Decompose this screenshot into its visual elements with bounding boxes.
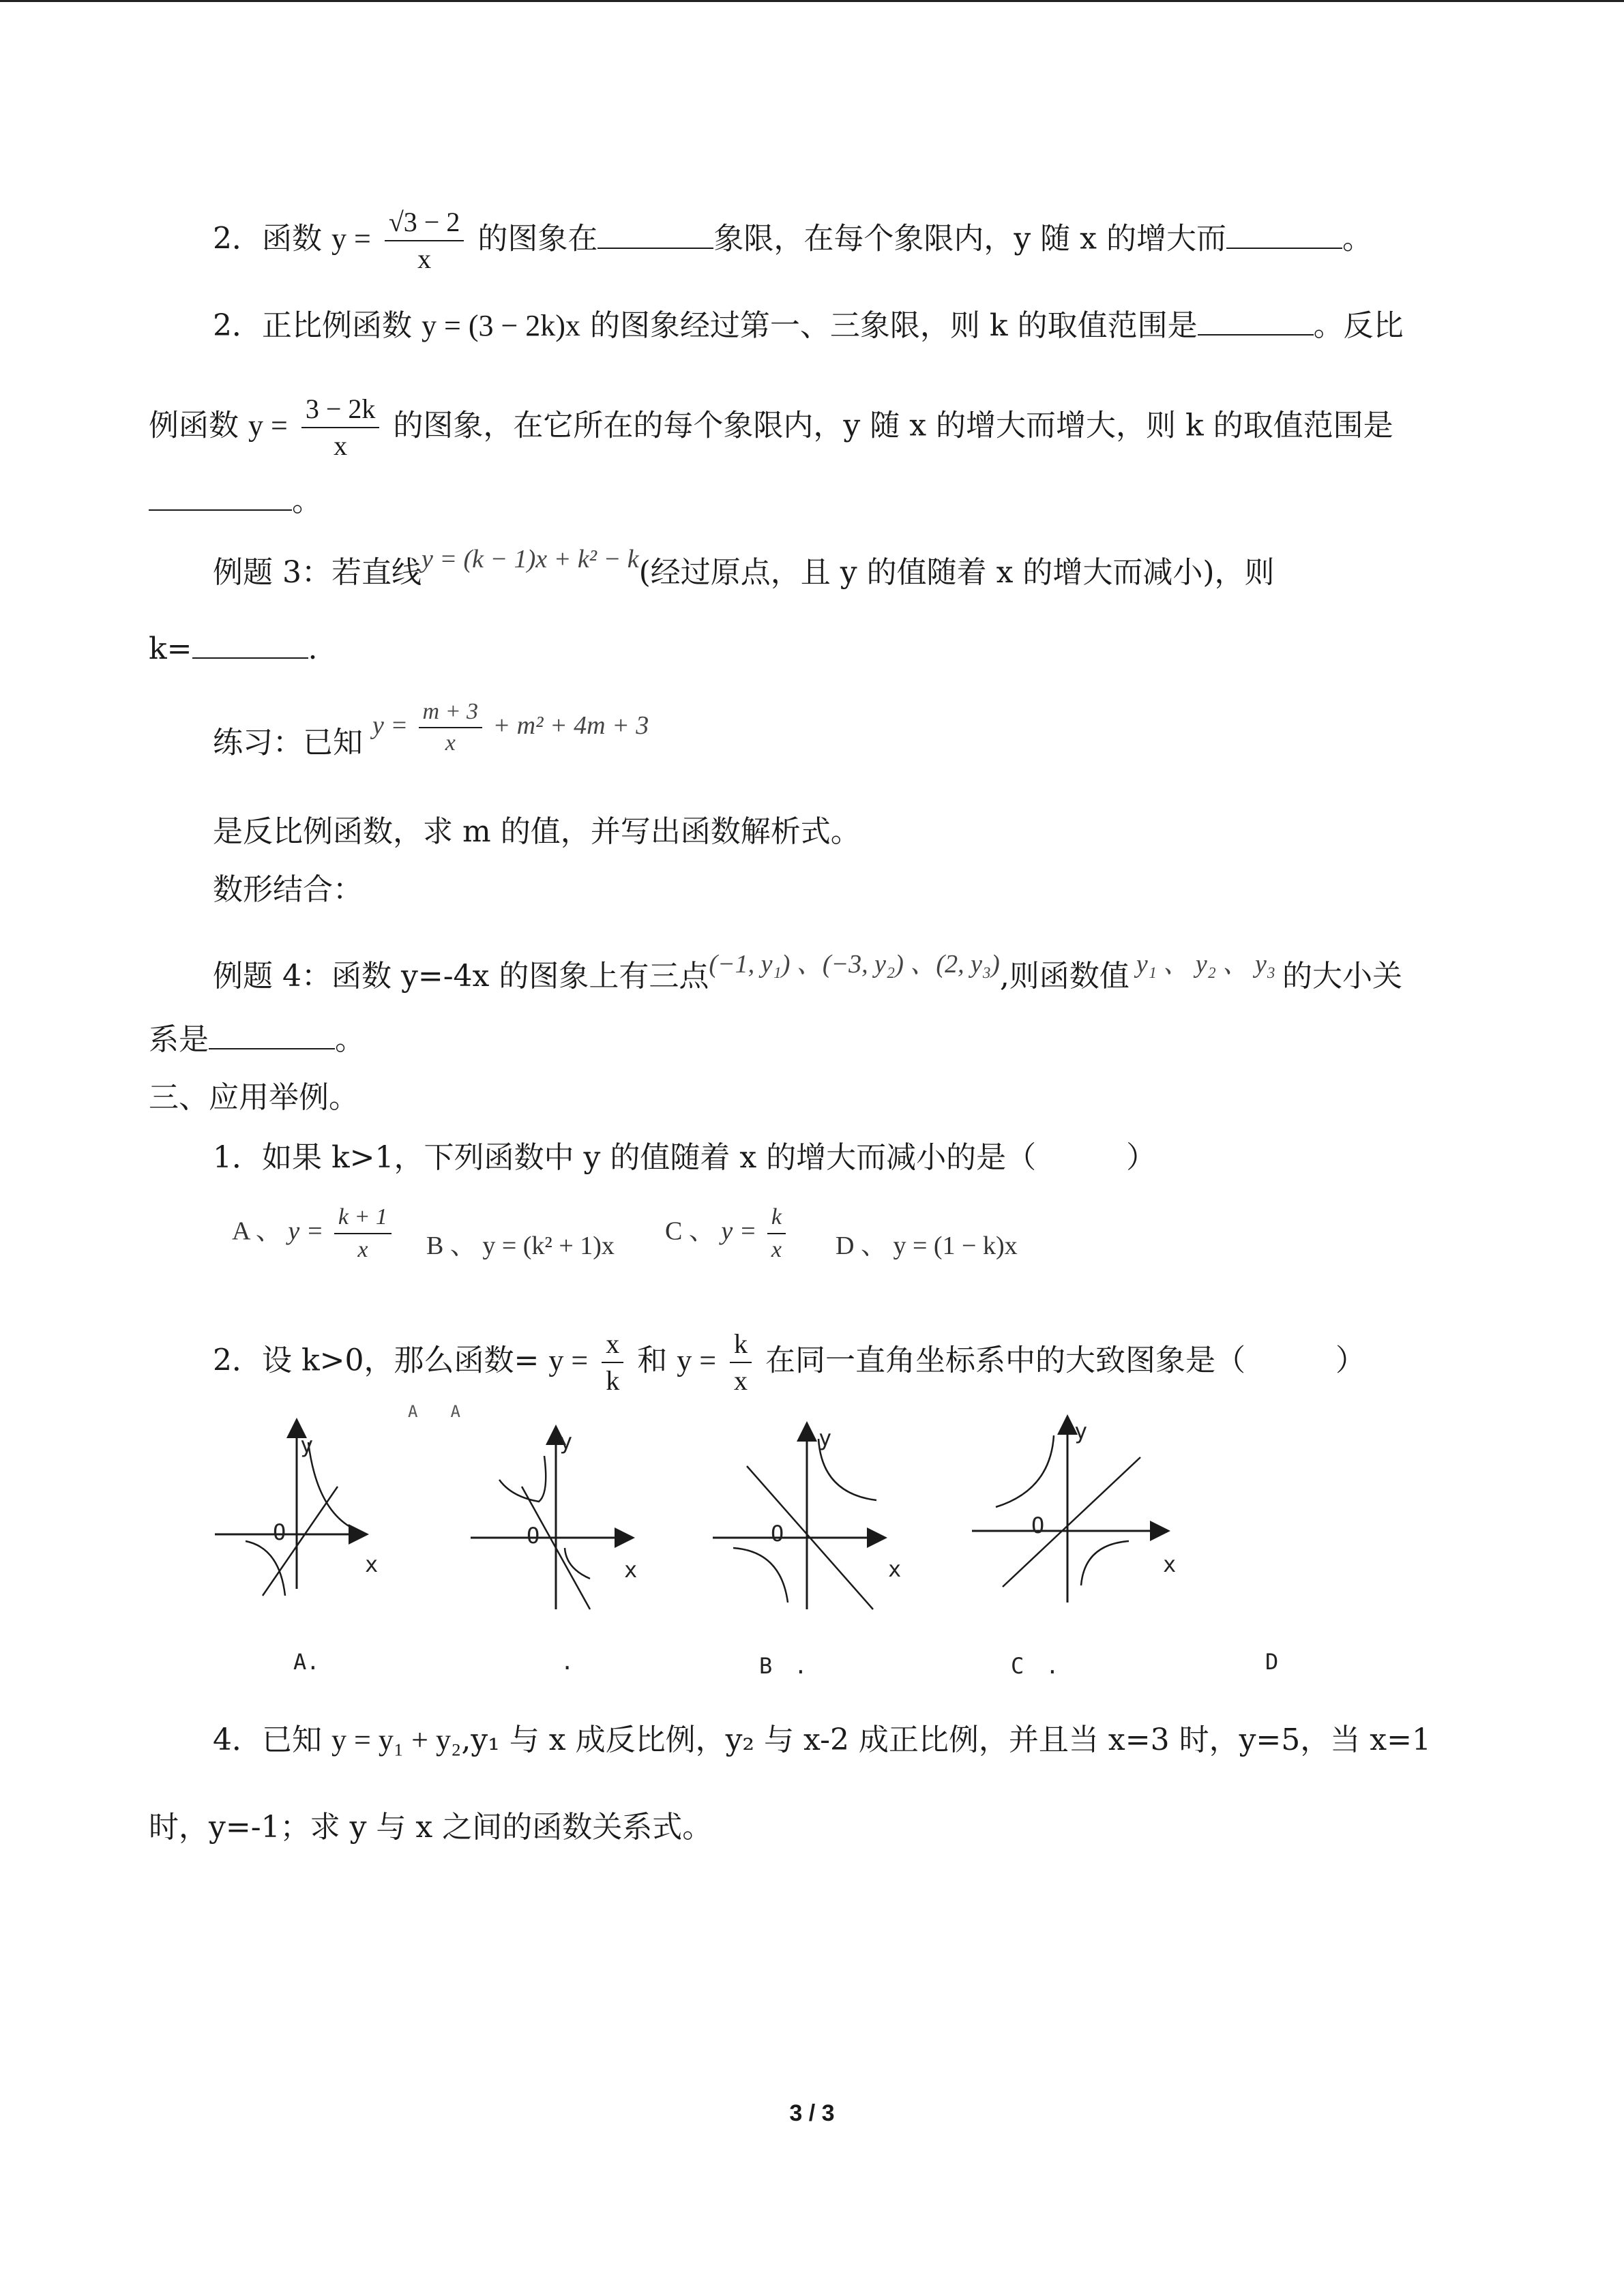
section-shape-number: 数形结合： [213, 872, 363, 907]
origin-label: O [273, 1519, 286, 1545]
practice-line-2: 是反比例函数，求 m 的值，并写出函数解析式。 [213, 814, 861, 849]
top-border [0, 0, 1624, 2]
q2-app-line: 2．设 k>0，那么函数= y = $\frac{x}{k}$ 和 y = $\frac{k}{x}$ 在同一直角坐标系中的大致图象是（ ） [213, 1326, 1365, 1399]
q4-equation: y = y₁ + y₂ [331, 1723, 462, 1757]
option-d[interactable]: D 、 y = (1 − k)x [836, 1232, 1018, 1260]
caption-dot: . [561, 1649, 574, 1675]
answer-blank[interactable] [597, 220, 713, 249]
example3-equation: y = (k − 1)x + k² − k [421, 545, 639, 573]
answer-blank[interactable] [149, 482, 292, 511]
q2-text: 2．函数 [213, 221, 322, 256]
fraction-k-over-x: $\frac{k}{x}$ [730, 1326, 752, 1399]
fraction-x-over-k: $\frac{x}{k}$ [602, 1326, 623, 1399]
q2b-line-2: 例函数 y = $\frac{3 - 2k}{x}$ 的图象，在它所在的每个象限内，y 随 x 的增大而增大，则 k 的取值范围是 [149, 391, 1393, 464]
practice-line: 练习：已知 y = $\frac{m + 3}{x}$ + m² + 4m + 3 [213, 716, 649, 777]
option-b[interactable]: B 、 y = (k² + 1)x [426, 1232, 615, 1260]
practice-equation: y = $\frac{m + 3}{x}$ + m² + 4m + 3 [372, 711, 649, 740]
stray-marks: A A [408, 1402, 460, 1421]
q4-line-2: 时，y=-1；求 y 与 x 之间的函数关系式。 [149, 1810, 713, 1845]
answer-blank[interactable] [192, 630, 308, 659]
answer-blank[interactable] [1198, 307, 1314, 336]
example3-line-2: k= . [149, 631, 318, 666]
q2b-equation: y = (3 − 2k)x [422, 309, 580, 342]
page-number: 3 / 3 [789, 2100, 835, 2126]
q2b-line: 2．正比例函数 y = (3 − 2k)x 的图象经过第一、三象限，则 k 的取值范围是 。反比 [213, 308, 1404, 343]
graph-c[interactable] [706, 1412, 904, 1616]
option-a[interactable]: A 、 y = $\frac{k + 1}{x}$ [232, 1202, 396, 1266]
q2b-fraction: $\frac{3 - 2k}{x}$ [301, 391, 380, 464]
option-c[interactable]: C 、 y = $\frac{k}{x}$ [665, 1202, 790, 1266]
axis-y-label: y [300, 1432, 314, 1458]
caption-d: D [1265, 1649, 1279, 1675]
q2-line: 2．函数 y = $\frac{√3 - 2}{x}$ 的图象在 象限，在每个象限内，y 随 x 的增大而 。 [213, 205, 1372, 277]
graph-d[interactable] [962, 1408, 1180, 1613]
example4-values: y₁ 、 y₂ 、 y₃ [1136, 950, 1276, 979]
caption-a: A. [293, 1649, 320, 1675]
q2-y: y = [331, 222, 371, 256]
example4-line: 例题 4：函数 y=-4x 的图象上有三点(−1, y₁) 、(−3, y₂) 、(2, y₃),则函数值 y₁ 、 y₂ 、 y₃ 的大小关 [213, 950, 1403, 994]
axis-x-label: x [365, 1551, 379, 1577]
q1-app-line: 1．如果 k>1，下列函数中 y 的值随着 x 的增大而减小的是（ ） [213, 1140, 1157, 1175]
example4-points: (−1, y₁) 、(−3, y₂) 、(2, y₃) [709, 950, 1000, 979]
caption-b: B . [759, 1653, 808, 1679]
q2-text-c: 象限，在每个象限内，y 随 x 的增大而 [713, 221, 1226, 256]
example3-line: 例题 3：若直线y = (k − 1)x + k² − k(经过原点，且 y 的值随着 x 的增大而减小)，则 [213, 545, 1275, 590]
q2b-line-3: 。 [149, 481, 322, 522]
graph-b[interactable] [464, 1412, 648, 1616]
q4-line: 4．已知 y = y₁ + y₂,y₁ 与 x 成反比例，y₂ 与 x-2 成正比例，并且当 x=3 时，y=5，当 x=1 [213, 1723, 1431, 1757]
caption-c: C . [1011, 1653, 1059, 1679]
example4-line-2: 系是 。 [149, 1022, 365, 1057]
answer-blank[interactable] [1226, 220, 1342, 249]
q2-fraction: $\frac{√3 - 2}{x}$ [385, 205, 464, 277]
answer-blank[interactable] [209, 1021, 335, 1049]
section-3-heading: 三、应用举例。 [149, 1080, 359, 1115]
q2-text-b: 的图象在 [477, 221, 598, 256]
